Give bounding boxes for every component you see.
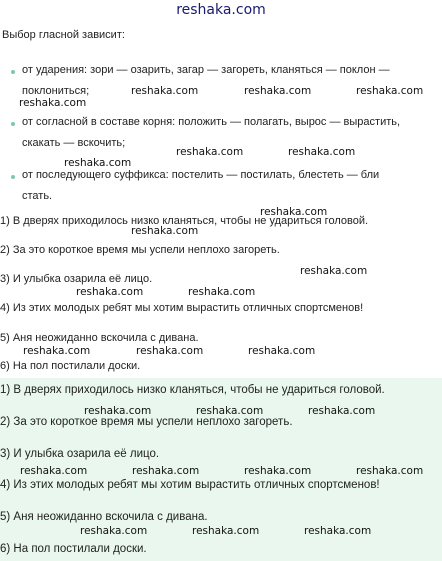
- watermark: reshaka.com: [84, 405, 152, 417]
- sentence-5: 5) Аня неожиданно вскочила с дивана.: [0, 332, 199, 344]
- rule-2-line-1: от согласной в составе корня: положить — полагать, вырос — вырастить,: [22, 116, 401, 128]
- watermark: reshaka.com: [132, 465, 200, 477]
- heading: Выбор гласной зависит:: [2, 29, 125, 41]
- watermark: reshaka.com: [356, 465, 424, 477]
- answer-3: 3) И улыбка озарила её лицо.: [0, 448, 160, 460]
- watermark: reshaka.com: [288, 146, 356, 158]
- watermark: reshaka.com: [248, 345, 316, 357]
- watermark: reshaka.com: [196, 405, 264, 417]
- bullet-icon: [11, 70, 15, 74]
- site-title: reshaka.com: [176, 2, 266, 18]
- watermark: reshaka.com: [23, 345, 91, 357]
- rule-1-line-1: от ударения: зори — озарить, загар — загореть, кланяться — поклон —: [22, 64, 390, 76]
- sentence-6: 6) На пол постилали доски.: [0, 360, 141, 372]
- answer-5: 5) Аня неожиданно вскочила с дивана.: [0, 511, 208, 523]
- watermark: reshaka.com: [304, 525, 372, 537]
- watermark: reshaka.com: [136, 345, 204, 357]
- watermark: reshaka.com: [76, 286, 144, 298]
- watermark: reshaka.com: [20, 465, 88, 477]
- watermark: reshaka.com: [356, 85, 424, 97]
- sentence-1: 1) В дверях приходилось низко кланяться, чтобы не удариться головой.: [0, 215, 369, 227]
- sentence-3: 3) И улыбка озарила её лицо.: [0, 273, 153, 285]
- bullet-icon: [11, 175, 15, 179]
- watermark: reshaka.com: [64, 157, 132, 169]
- sentence-2: 2) За это короткое время мы успели неплохо загореть.: [0, 244, 280, 256]
- rule-1-line-2: поклониться;: [22, 85, 90, 97]
- sentence-4: 4) Из этих молодых ребят мы хотим вырастить отличных спортсменов!: [0, 302, 364, 314]
- watermark: reshaka.com: [19, 97, 87, 109]
- answer-1: 1) В дверях приходилось низко кланяться, чтобы не удариться головой.: [0, 384, 385, 396]
- rule-3-line-2: стать.: [22, 190, 53, 202]
- watermark: reshaka.com: [176, 146, 244, 158]
- watermark: reshaka.com: [131, 85, 199, 97]
- answer-6: 6) На пол постилали доски.: [0, 543, 147, 555]
- watermark: reshaka.com: [131, 225, 199, 237]
- watermark: reshaka.com: [244, 85, 312, 97]
- watermark: reshaka.com: [80, 525, 148, 537]
- rule-3-line-1: от последующего суффикса: постелить — постилать, блестеть — бли: [22, 169, 380, 181]
- watermark: reshaka.com: [308, 405, 376, 417]
- watermark: reshaka.com: [188, 286, 256, 298]
- answer-4: 4) Из этих молодых ребят мы хотим вырастить отличных спортсменов!: [0, 479, 380, 491]
- watermark: reshaka.com: [260, 206, 328, 218]
- rule-2-line-2: скакать — вскочить;: [22, 137, 126, 149]
- bullet-icon: [11, 122, 15, 126]
- answer-2: 2) За это короткое время мы успели неплохо загореть.: [0, 416, 293, 428]
- watermark: reshaka.com: [300, 265, 368, 277]
- watermark: reshaka.com: [192, 525, 260, 537]
- watermark: reshaka.com: [244, 465, 312, 477]
